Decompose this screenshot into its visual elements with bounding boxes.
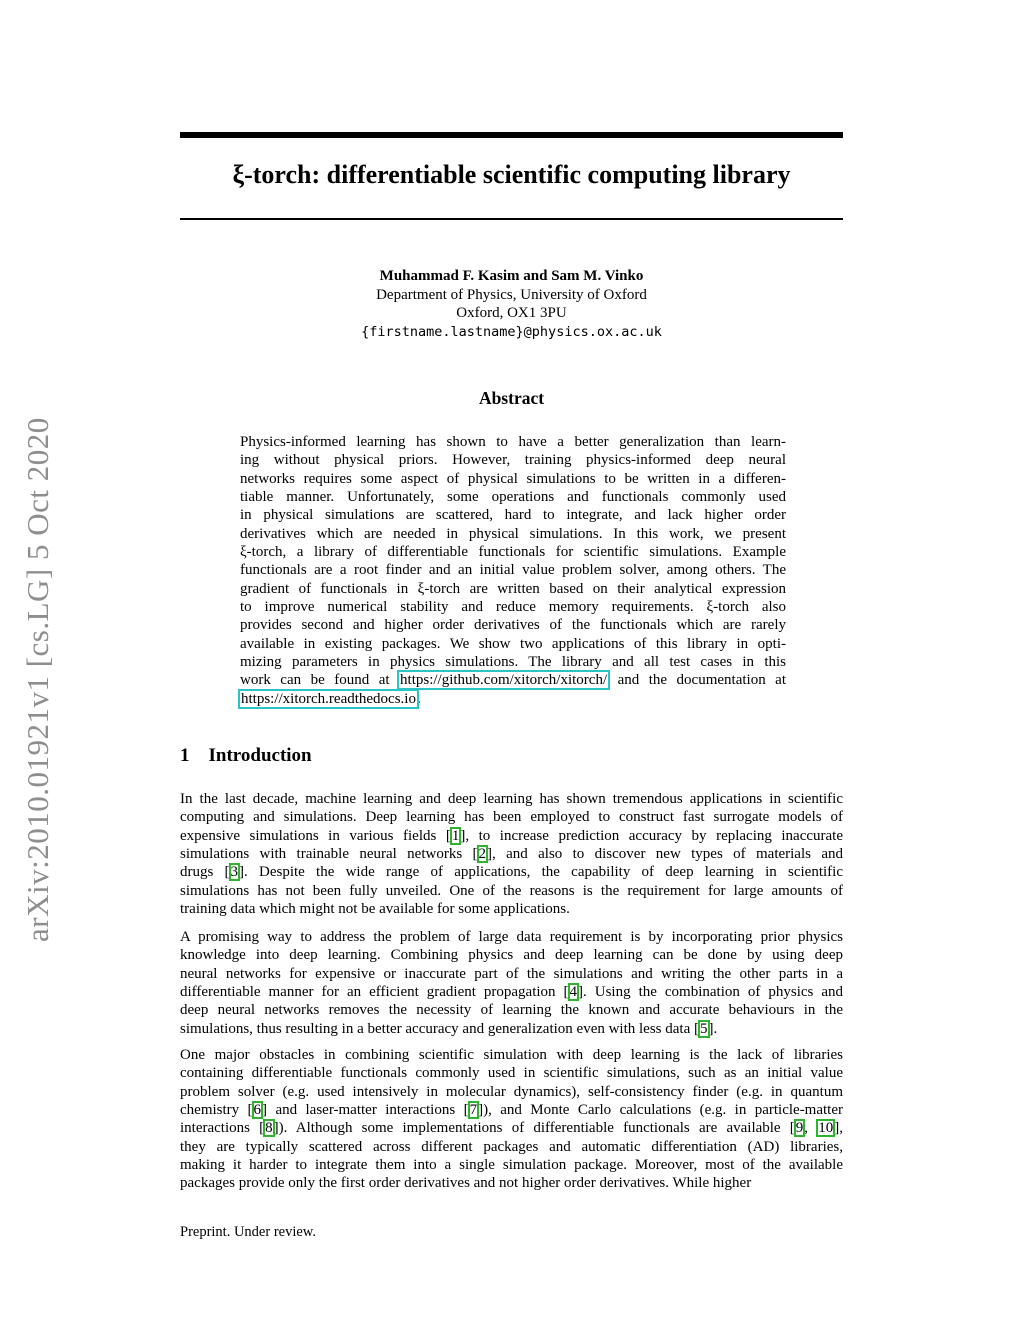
text-line: deep neural networks removes the necessity of learning the known and accurate behaviours in the bbox=[180, 1002, 843, 1019]
text-line: simulations with trainable neural networks [2], and also to discover new types of materials and bbox=[180, 846, 843, 863]
preprint-footer: Preprint. Under review. bbox=[180, 1224, 316, 1240]
text-line: ξ-torch, a library of differentiable functionals for scientific simulations. Example bbox=[240, 544, 786, 561]
abstract-body bbox=[240, 433, 786, 708]
text-line: packages provide only the first order derivatives and not higher order derivatives. While higher bbox=[180, 1175, 752, 1192]
citation-ref[interactable]: 7 bbox=[469, 1102, 478, 1119]
text-line: networks requires some aspect of physical simulations to be written in a differen- bbox=[240, 470, 786, 487]
intro-paragraph-2 bbox=[180, 928, 843, 1038]
text-line: computing and simulations. Deep learning has been employed to construct fast surrogate models of bbox=[180, 809, 843, 826]
text-line: knowledge into deep learning. Combining physics and deep learning can be done by using deep bbox=[180, 947, 843, 964]
citation-ref[interactable]: 10 bbox=[818, 1120, 834, 1137]
text-line: they are typically scattered across different packages and automatic differentiation (AD) libraries, bbox=[180, 1138, 843, 1155]
text-line: simulations, thus resulting in a better accuracy and generalization even with less data [5]. bbox=[180, 1020, 718, 1037]
text-line: One major obstacles in combining scientific simulation with deep learning is the lack of libraries bbox=[180, 1047, 843, 1063]
text-line: In the last decade, machine learning and deep learning has shown tremendous applications in scientific bbox=[180, 791, 843, 807]
text-line: available in existing packages. We show two applications of this library in opti- bbox=[240, 635, 786, 652]
text-line: problem solver (e.g. used intensively in molecular dynamics), self-consistency finder (e.g. in quantum bbox=[180, 1083, 843, 1100]
text-line: work can be found at https://github.com/xitorch/xitorch/ and the documentation at bbox=[240, 672, 787, 689]
section-number: 1 bbox=[180, 745, 190, 766]
hyperlink[interactable]: https://xitorch.readthedocs.io bbox=[241, 690, 416, 707]
author-block bbox=[180, 267, 843, 341]
author-affiliation: Department of Physics, University of Oxford bbox=[376, 286, 647, 303]
text-line: training data which might not be available for some applications. bbox=[180, 901, 570, 918]
text-line: to improve numerical stability and reduce memory requirements. ξ-torch also bbox=[240, 599, 786, 616]
arxiv-watermark: arXiv:2010.01921v1 [cs.LG] 5 Oct 2020 bbox=[20, 417, 55, 942]
paper-title: ξ-torch: differentiable scientific computing library bbox=[232, 160, 791, 189]
hyperlink[interactable]: https://github.com/xitorch/xitorch/ bbox=[400, 672, 608, 689]
text-line: expensive simulations in various fields [1], to increase prediction accuracy by replacing inaccurate bbox=[180, 827, 844, 844]
text-line: mizing parameters in physics simulations. The library and all test cases in this bbox=[240, 654, 786, 671]
citation-ref[interactable]: 6 bbox=[253, 1102, 262, 1119]
text-line: Physics-informed learning has shown to have a better generalization than learn- bbox=[240, 434, 786, 450]
title-rule-top bbox=[180, 132, 843, 138]
text-line: A promising way to address the problem of large data requirement is by incorporating prior physics bbox=[180, 929, 843, 945]
text-line: provides second and higher order derivatives of the functionals which are rarely bbox=[240, 617, 786, 634]
citation-ref[interactable]: 2 bbox=[478, 846, 487, 863]
title-rule-bottom bbox=[180, 218, 843, 220]
citation-ref[interactable]: 9 bbox=[795, 1120, 804, 1137]
citation-ref[interactable]: 8 bbox=[265, 1120, 273, 1137]
citation-ref[interactable]: 4 bbox=[569, 984, 578, 1001]
text-line: making it harder to integrate them into a single simulation package. Moreover, most of the available bbox=[180, 1157, 843, 1174]
text-line: tiable manner. Unfortunately, some operations and functionals commonly used bbox=[240, 489, 786, 506]
text-line: ing without physical priors. However, training physics-informed deep neural bbox=[240, 452, 786, 469]
author-address: Oxford, OX1 3PU bbox=[456, 305, 567, 321]
section-title: Introduction bbox=[208, 745, 312, 766]
text-line: gradient of functionals in ξ-torch are written based on their analytical expression bbox=[240, 580, 786, 597]
citation-ref[interactable]: 1 bbox=[451, 827, 460, 844]
text-line: drugs [3]. Despite the wide range of applications, the capability of deep learning in scientific bbox=[180, 864, 843, 881]
citation-ref[interactable]: 3 bbox=[230, 864, 239, 881]
abstract-heading: Abstract bbox=[478, 388, 545, 408]
text-line: https://xitorch.readthedocs.io. bbox=[241, 690, 421, 707]
text-line: functionals are a root finder and an initial value problem solver, among others. The bbox=[240, 562, 786, 579]
section-heading-introduction bbox=[180, 745, 843, 767]
text-line: derivatives which are needed in physical simulations. In this work, we present bbox=[240, 525, 786, 542]
intro-paragraph-1 bbox=[180, 790, 843, 918]
intro-paragraph-3 bbox=[180, 1046, 843, 1193]
text-line: chemistry [6] and laser-matter interactions [7]), and Monte Carlo calculations (e.g. in particle-matter bbox=[180, 1102, 843, 1119]
citation-ref[interactable]: 5 bbox=[700, 1020, 708, 1037]
text-line: containing differentiable functionals commonly used in scientific simulations, such as an initial value bbox=[180, 1065, 843, 1082]
author-names: Muhammad F. Kasim and Sam M. Vinko bbox=[379, 268, 644, 284]
text-line: in physical simulations are scattered, hard to integrate, and lack higher order bbox=[240, 507, 786, 524]
text-line: simulations has not been fully unveiled. One of the reasons is the requirement for large amounts of bbox=[180, 882, 843, 899]
author-email: {firstname.lastname}@physics.ox.ac.uk bbox=[361, 323, 662, 340]
text-line: interactions [8]). Although some implementations of differentiable functionals are available [9, 10], bbox=[180, 1120, 843, 1137]
text-line: neural networks for expensive or inaccurate part of the simulations and writing the other parts in a bbox=[180, 965, 843, 982]
text-line: differentiable manner for an efficient gradient propagation [4]. Using the combination of physics and bbox=[180, 984, 843, 1001]
